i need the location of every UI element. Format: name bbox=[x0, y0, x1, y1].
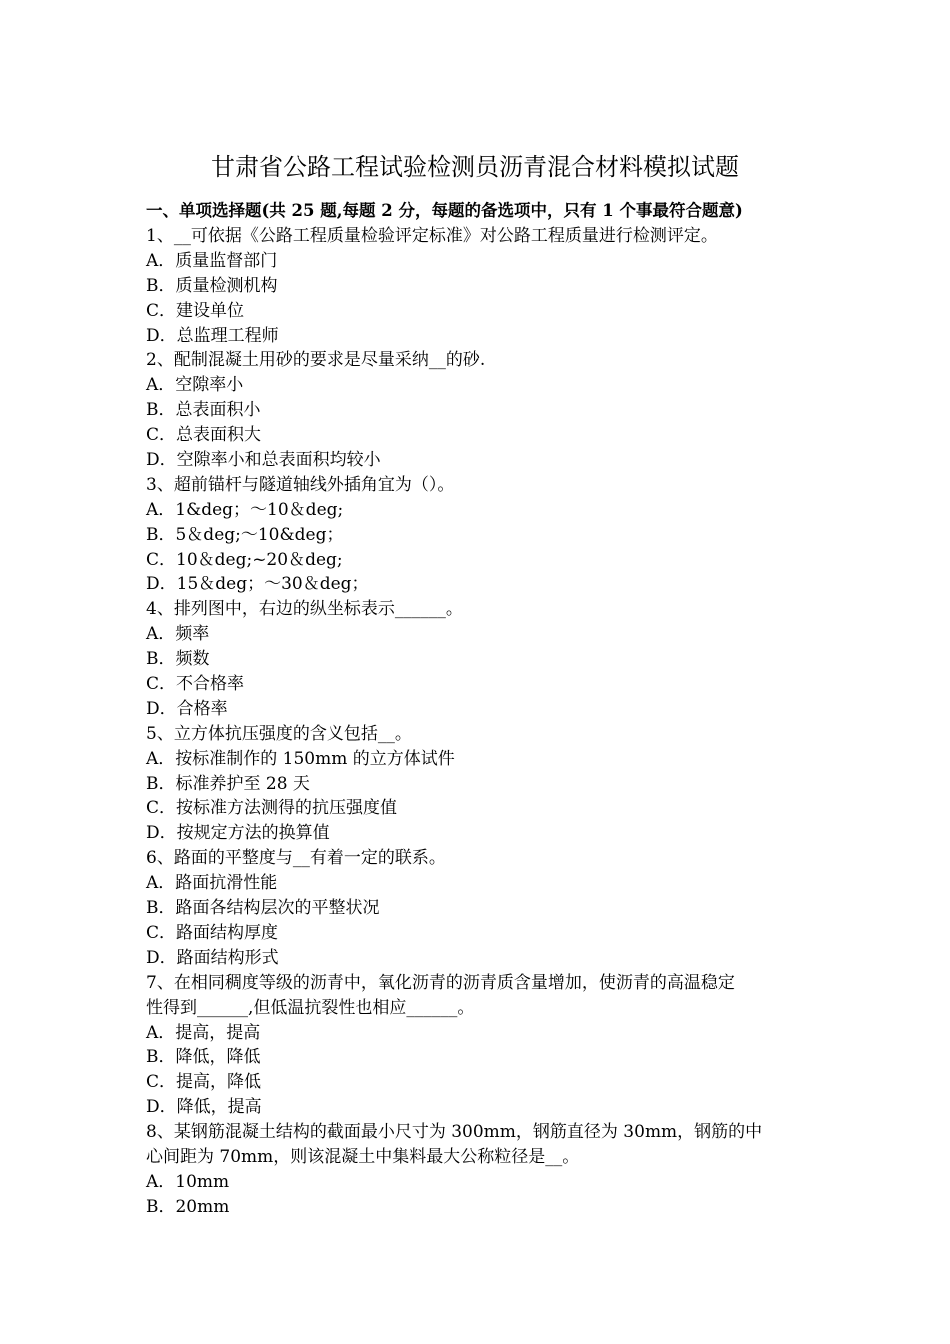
document-title: 甘肃省公路工程试验检测员沥青混合材料模拟试题 bbox=[211, 153, 739, 181]
question-8-option-a: A．10mm bbox=[146, 1171, 230, 1192]
question-2-stem: 2、配制混凝土用砂的要求是尽量采纳__的砂. bbox=[146, 350, 486, 371]
question-7-option-c: C．提高，降低 bbox=[146, 1072, 262, 1093]
question-1-stem: 1、__可依据《公路工程质量检验评定标准》对公路工程质量进行检测评定。 bbox=[146, 226, 718, 246]
question-3-option-c: C．10＆deg;~20＆deg; bbox=[146, 549, 343, 570]
question-1-option-d: D．总监理工程师 bbox=[146, 325, 279, 346]
question-5-option-c: C．按标准方法测得的抗压强度值 bbox=[146, 798, 398, 819]
question-5-option-b: B．标准养护至 28 天 bbox=[146, 773, 310, 794]
question-6-option-c: C．路面结构厚度 bbox=[146, 922, 279, 943]
question-6-stem: 6、路面的平整度与__有着一定的联系。 bbox=[146, 848, 446, 869]
question-6-option-a: A．路面抗滑性能 bbox=[146, 873, 278, 894]
question-7-option-d: D．降低，提高 bbox=[146, 1097, 262, 1118]
question-8-option-b: B．20mm bbox=[146, 1196, 230, 1217]
question-6-option-d: D．路面结构形式 bbox=[146, 947, 279, 968]
question-5-option-a: A．按标准制作的 150mm 的立方体试件 bbox=[146, 748, 455, 769]
question-4-option-b: B．频数 bbox=[146, 649, 210, 670]
question-1-option-c: C．建设单位 bbox=[146, 300, 245, 321]
question-1-option-a: A．质量监督部门 bbox=[146, 250, 278, 271]
question-5-option-d: D．按规定方法的换算值 bbox=[146, 823, 330, 844]
question-4-option-a: A．频率 bbox=[146, 624, 210, 645]
question-1-option-b: B．质量检测机构 bbox=[146, 275, 278, 296]
question-4-option-d: D．合格率 bbox=[146, 698, 228, 719]
question-3-option-d: D．15＆deg；～30＆deg； bbox=[146, 574, 369, 595]
question-4-stem: 4、排列图中，右边的纵坐标表示______。 bbox=[146, 599, 463, 620]
question-4-option-c: C．不合格率 bbox=[146, 674, 245, 695]
question-3-option-b: B．5＆deg;～10&deg； bbox=[146, 524, 344, 545]
question-2-option-d: D．空隙率小和总表面积均较小 bbox=[146, 450, 381, 471]
question-7-stem-line-2: 性得到______,但低温抗裂性也相应______。 bbox=[146, 997, 475, 1018]
question-8-stem-line-2: 心间距为 70mm，则该混凝土中集料最大公称粒径是__。 bbox=[146, 1146, 580, 1167]
question-3-stem: 3、超前锚杆与隧道轴线外插角宜为（）。 bbox=[146, 474, 455, 495]
question-list bbox=[146, 224, 816, 1220]
section-heading: 一、单项选择题(共 25 题,每题 2 分，每题的备选项中，只有 1 个事最符合题意) bbox=[146, 201, 743, 220]
question-6-option-b: B．路面各结构层次的平整状况 bbox=[146, 898, 380, 919]
question-5-stem: 5、立方体抗压强度的含义包括__。 bbox=[146, 723, 412, 744]
question-2-option-a: A．空隙率小 bbox=[146, 375, 244, 396]
question-2-option-c: C．总表面积大 bbox=[146, 425, 262, 446]
question-8-stem-line-1: 8、某钢筋混凝土结构的截面最小尺寸为 300mm，钢筋直径为 30mm，钢筋的中 bbox=[146, 1122, 763, 1143]
question-3-option-a: A．1&deg；～10＆deg; bbox=[146, 499, 344, 520]
question-7-option-b: B．降低，降低 bbox=[146, 1047, 261, 1068]
question-7-option-a: A．提高，提高 bbox=[146, 1022, 261, 1043]
question-7-stem-line-1: 7、在相同稠度等级的沥青中，氧化沥青的沥青质含量增加，使沥青的高温稳定 bbox=[146, 972, 735, 993]
question-2-option-b: B．总表面积小 bbox=[146, 400, 261, 421]
